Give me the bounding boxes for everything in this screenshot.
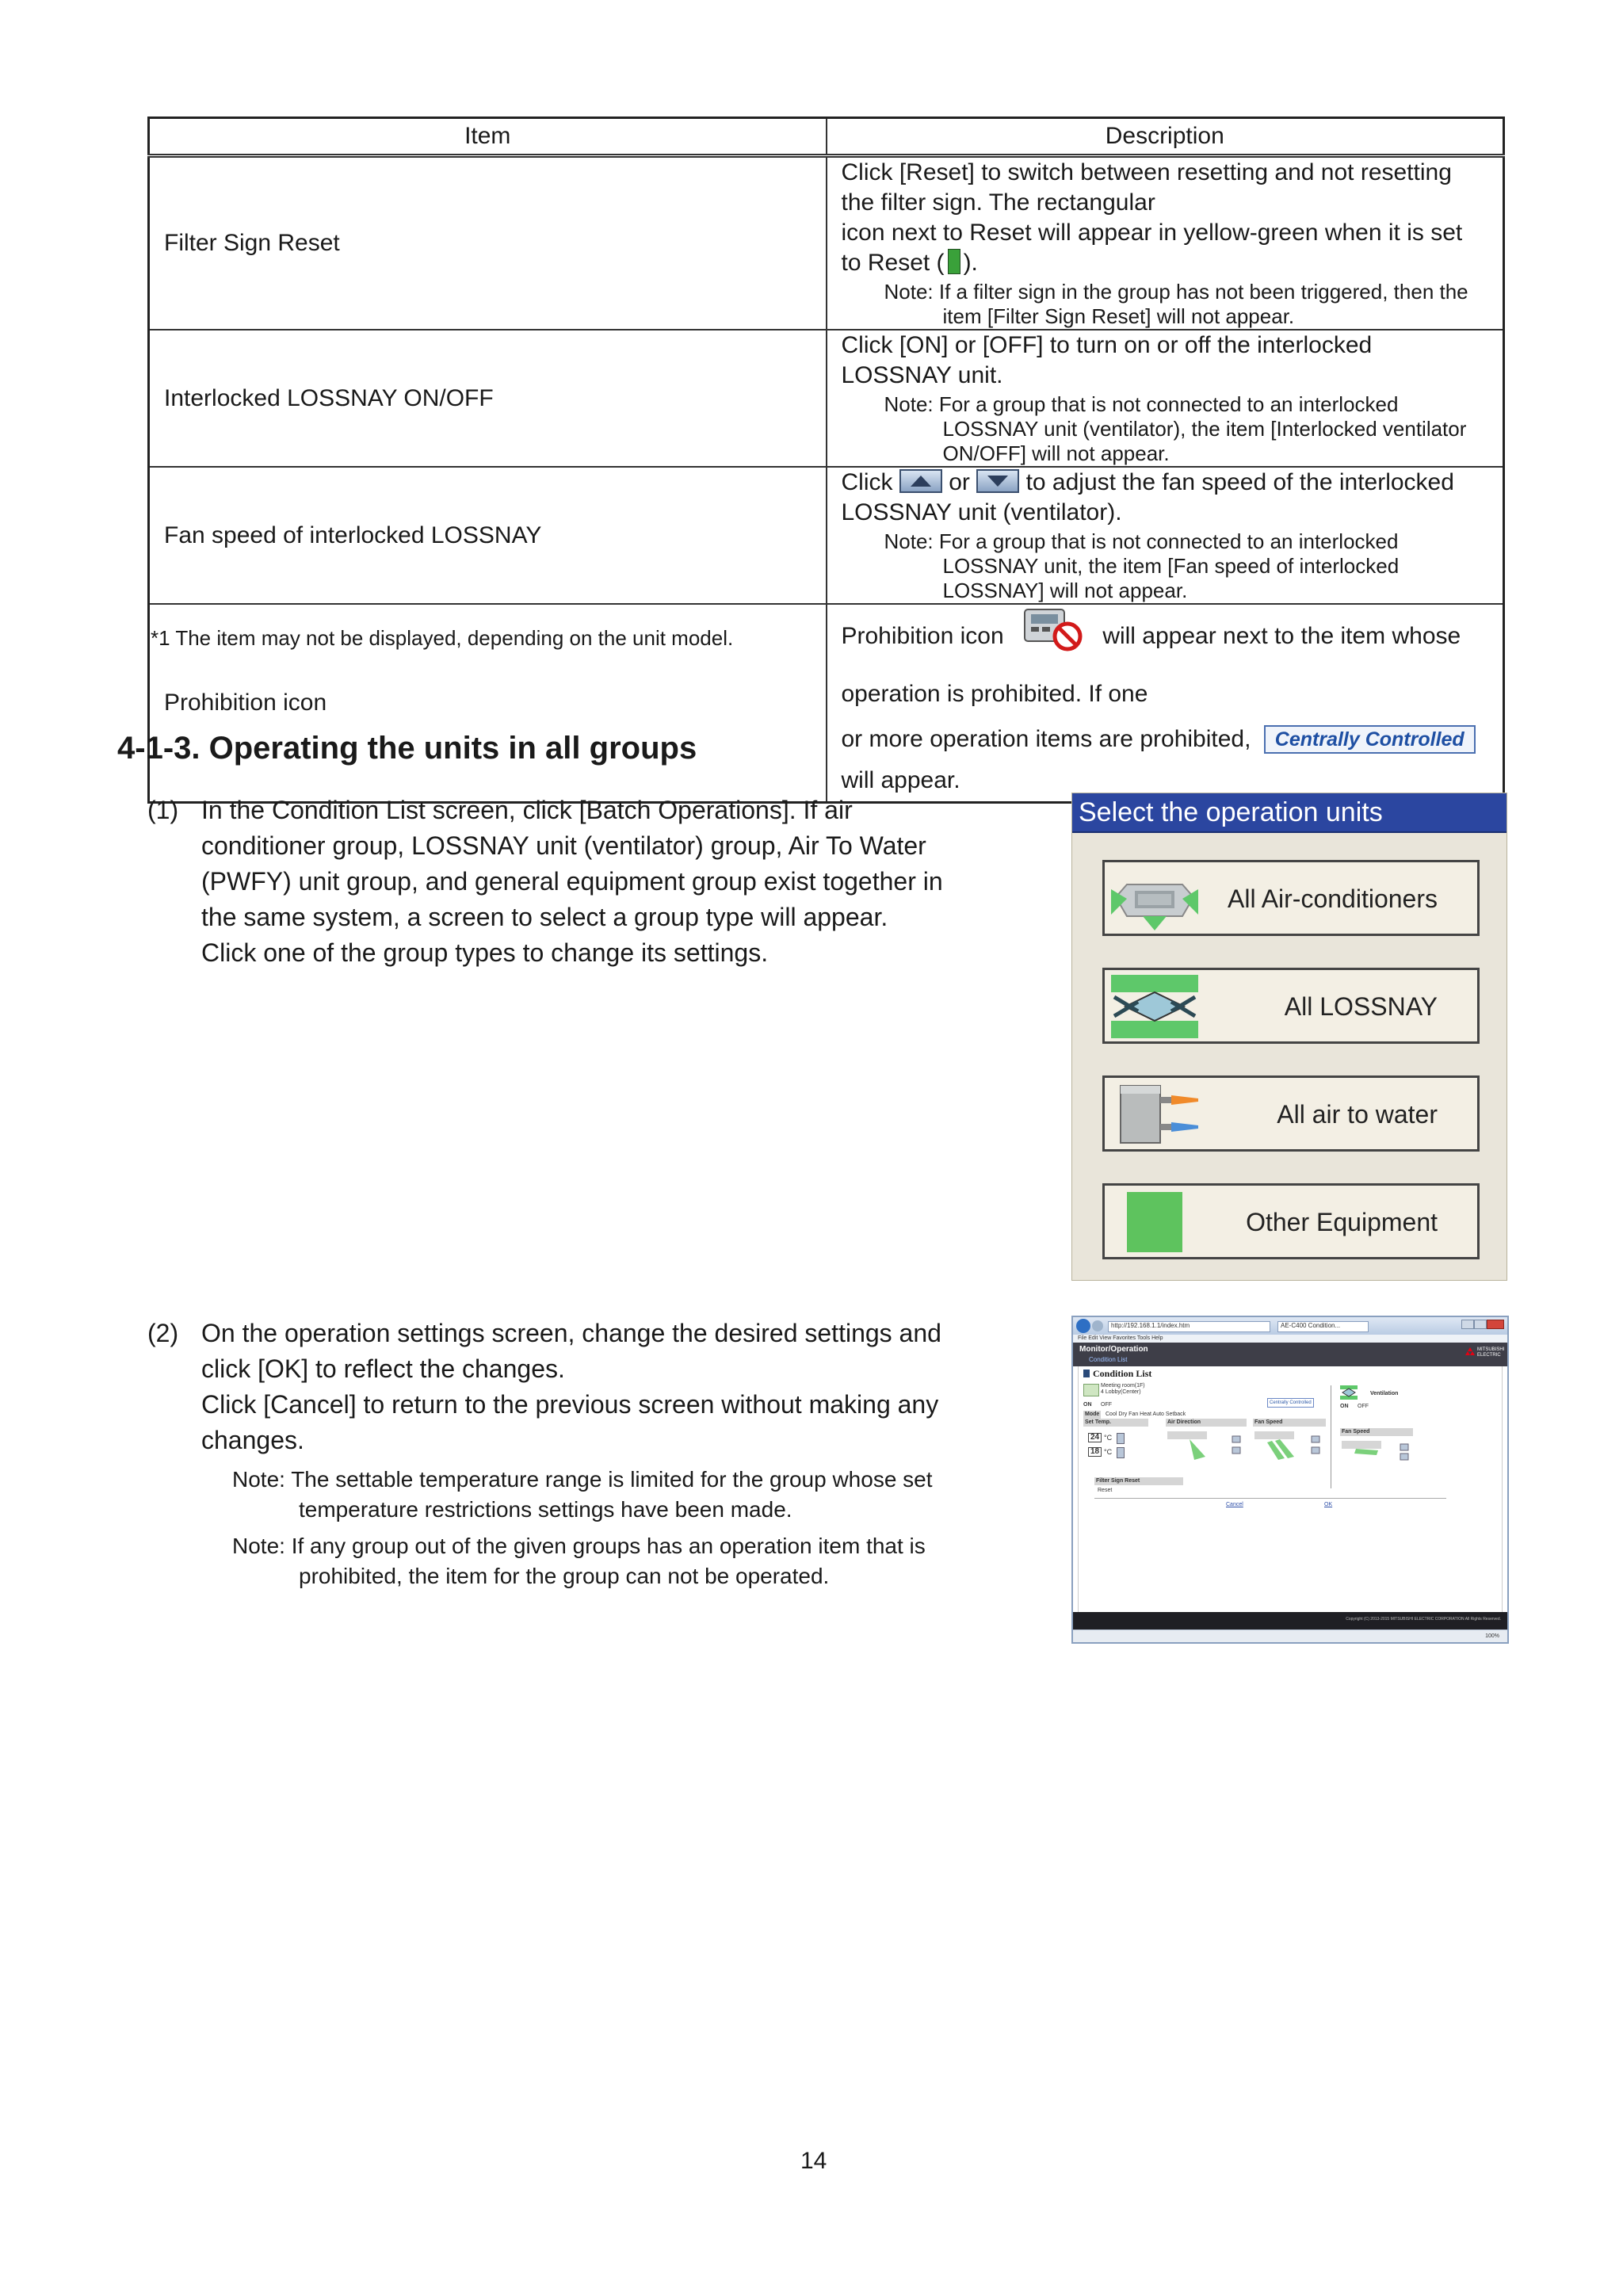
table-row — [149, 156, 1504, 330]
air-direction-label: Air Direction — [1166, 1419, 1247, 1427]
all-air-conditioners-button[interactable] — [1102, 860, 1480, 936]
note-line: Note: The settable temperature range is limited for the group whose set — [232, 1467, 933, 1492]
note-line: Note: If any group out of the given groups has an operation item that is — [232, 1534, 926, 1558]
air-conditioner-icon — [1111, 867, 1198, 934]
fan-speed-label: Fan Speed — [1253, 1419, 1326, 1427]
step-line: Click one of the group types to change its settings. — [201, 938, 769, 967]
row-desc-fan-speed — [827, 467, 1504, 604]
app-header — [1073, 1343, 1507, 1366]
forward-icon[interactable] — [1092, 1320, 1103, 1331]
status-bar — [1073, 1629, 1507, 1643]
desc-text: will appear. — [841, 767, 960, 793]
step-line: Click [Cancel] to return to the previous screen without making any — [201, 1390, 939, 1419]
general-equipment-icon — [1111, 1190, 1198, 1258]
vent-fan-speed-label: Fan Speed — [1340, 1428, 1413, 1436]
step-line: the same system, a screen to select a group type will appear. — [201, 903, 888, 931]
button-label: All air to water — [1277, 1100, 1438, 1129]
temp-stepper[interactable] — [1117, 1447, 1125, 1458]
mode-label: Mode — [1085, 1412, 1100, 1417]
step-number: (2) — [147, 1319, 179, 1347]
filter-reset-button[interactable]: Reset — [1098, 1488, 1113, 1493]
temp-unit: °C — [1104, 1448, 1113, 1456]
prohibition-icon — [1022, 605, 1085, 670]
description-table — [147, 117, 1505, 804]
header-description: Description — [827, 118, 1504, 156]
centrally-controlled-badge: Centrally Controlled — [1264, 725, 1476, 754]
copyright: Copyright (C) 2013-2015 MITSUBISHI ELECTRIC CORPORATION All Rights Reserved. — [1346, 1617, 1501, 1622]
app-footer — [1073, 1612, 1507, 1629]
desc-text: Click — [841, 469, 893, 495]
vent-fan-graphic — [1340, 1439, 1419, 1463]
back-icon[interactable] — [1076, 1319, 1090, 1333]
button-label: All LOSSNAY — [1284, 992, 1438, 1021]
step-line: On the operation settings screen, change the desired settings and — [201, 1319, 941, 1347]
lossnay-icon — [1111, 975, 1198, 1042]
fan-speed-graphic — [1253, 1430, 1332, 1461]
filter-reset-icon — [948, 249, 960, 274]
list-icon — [1083, 1370, 1090, 1377]
row-item-interlocked-lossnay: Interlocked LOSSNAY ON/OFF — [149, 330, 827, 467]
browser-titlebar — [1073, 1317, 1507, 1335]
desc-text: will appear next to the item whose operation is prohibited. If one — [841, 622, 1461, 707]
ventilation-icon — [1340, 1385, 1358, 1400]
arrow-up-icon — [899, 469, 942, 493]
mitsubishi-logo-icon — [1465, 1347, 1476, 1362]
temp-stepper[interactable] — [1117, 1433, 1125, 1444]
row-note: Note: If a filter sign in the group has not been triggered, then the item [Filter Sign Reset] will not appear. — [884, 280, 1468, 328]
app-title: Monitor/Operation — [1079, 1345, 1148, 1354]
desc-text: or — [949, 469, 970, 495]
menu-bar: File Edit View Favorites Tools Help — [1073, 1335, 1509, 1343]
maximize-icon[interactable] — [1474, 1320, 1487, 1329]
cancel-button[interactable]: Cancel — [1226, 1502, 1243, 1507]
table-row — [149, 467, 1504, 604]
table-header-row — [149, 118, 1504, 156]
step-number: (1) — [147, 796, 179, 824]
vent-off-button[interactable]: OFF — [1358, 1404, 1369, 1409]
note-line: temperature restrictions settings have been made. — [299, 1497, 792, 1522]
section-heading: 4-1-3. Operating the units in all groups — [117, 731, 697, 766]
content-area — [1078, 1366, 1503, 1612]
row-desc-interlocked-lossnay — [827, 330, 1504, 467]
table-row — [149, 330, 1504, 467]
browser-tab[interactable]: AE-C400 Condition... — [1277, 1321, 1369, 1332]
ventilation-label: Ventilation — [1370, 1391, 1399, 1396]
desc-text: Prohibition icon — [841, 622, 1004, 649]
cool-temp-value: 24 — [1088, 1433, 1102, 1442]
row-item-filter-sign-reset: Filter Sign Reset — [149, 156, 827, 330]
off-button[interactable]: OFF — [1101, 1402, 1112, 1408]
row-desc-filter-sign-reset — [827, 156, 1504, 330]
group-name: Meeting room(1F) — [1101, 1383, 1145, 1389]
page-number: 14 — [800, 2148, 827, 2174]
all-lossnay-button[interactable] — [1102, 968, 1480, 1044]
select-operation-units-panel — [1071, 793, 1507, 1281]
ok-button[interactable]: OK — [1324, 1502, 1333, 1507]
group-icon — [1083, 1384, 1099, 1396]
footnote: *1 The item may not be displayed, depending on the unit model. — [151, 626, 734, 650]
group-name: 4 Lobby(Center) — [1101, 1389, 1141, 1395]
row-note: Note: For a group that is not connected to an interlocked LOSSNAY unit (ventilator), the item [Interlocked ventilator ON/OFF] will not appear. — [884, 392, 1467, 465]
operation-settings-screenshot — [1071, 1316, 1509, 1644]
heat-temp-value: 18 — [1088, 1447, 1102, 1457]
brand-name: MITSUBISHI ELECTRIC — [1477, 1347, 1505, 1358]
filter-sign-reset-label: Filter Sign Reset — [1094, 1477, 1183, 1485]
address-bar[interactable]: http://192.168.1.1/index.htm — [1108, 1321, 1270, 1332]
step-line: (PWFY) unit group, and general equipment group exist together in — [201, 867, 943, 896]
step-line: conditioner group, LOSSNAY unit (ventilator) group, Air To Water — [201, 831, 926, 860]
condition-list-heading: Condition List — [1093, 1368, 1152, 1379]
desc-text: to adjust the fan speed of the interlocked LOSSNAY unit (ventilator). — [841, 469, 1454, 525]
temp-unit: °C — [1104, 1434, 1113, 1442]
row-note: Note: For a group that is not connected to an interlocked LOSSNAY unit, the item [Fan speed of interlocked LOSSNAY] will not appear. — [884, 529, 1400, 602]
desc-text: icon next to Reset will appear in yellow-green when it is set to Reset ( — [841, 220, 1463, 276]
step-line: changes. — [201, 1426, 304, 1454]
note-line: prohibited, the item for the group can not be operated. — [299, 1564, 830, 1588]
all-air-to-water-button[interactable] — [1102, 1075, 1480, 1152]
note-2 — [201, 1531, 1041, 1591]
row-desc-prohibition-icon — [827, 604, 1504, 803]
arrow-down-icon — [976, 469, 1019, 493]
set-temp-label: Set Temp. — [1083, 1419, 1148, 1427]
note-1 — [201, 1465, 1041, 1525]
step-line: click [OK] to reflect the changes. — [201, 1354, 565, 1383]
minimize-icon[interactable] — [1461, 1320, 1474, 1329]
divider — [1094, 1498, 1446, 1499]
mode-options[interactable]: Cool Dry Fan Heat Auto Setback — [1106, 1412, 1186, 1417]
desc-text: ). — [963, 250, 978, 276]
vent-on-button[interactable]: ON — [1340, 1404, 1349, 1409]
desc-text: Click [Reset] to switch between resetting and not resetting the filter sign. The rectangular — [841, 159, 1452, 216]
button-label: All Air-conditioners — [1228, 884, 1438, 913]
button-label: Other Equipment — [1246, 1208, 1438, 1236]
air-direction-graphic — [1166, 1430, 1245, 1461]
header-item: Item — [149, 118, 827, 156]
zoom-level[interactable]: 100% — [1485, 1633, 1499, 1639]
desc-text: Click [ON] or [OFF] to turn on or off the interlocked LOSSNAY unit. — [841, 332, 1373, 388]
other-equipment-button[interactable] — [1102, 1183, 1480, 1259]
breadcrumb[interactable]: Condition List — [1089, 1356, 1128, 1363]
close-icon[interactable] — [1487, 1320, 1504, 1329]
on-button[interactable]: ON — [1083, 1402, 1092, 1408]
desc-text: or more operation items are prohibited, — [841, 726, 1251, 752]
row-item-prohibition-icon: Prohibition icon — [149, 604, 827, 803]
air-to-water-icon — [1111, 1083, 1198, 1150]
step-line: In the Condition List screen, click [Batch Operations]. If air — [201, 796, 853, 824]
centrally-controlled-badge: Centrally Controlled — [1267, 1398, 1314, 1408]
row-item-fan-speed: Fan speed of interlocked LOSSNAY — [149, 467, 827, 604]
panel-title: Select the operation units — [1072, 793, 1507, 833]
